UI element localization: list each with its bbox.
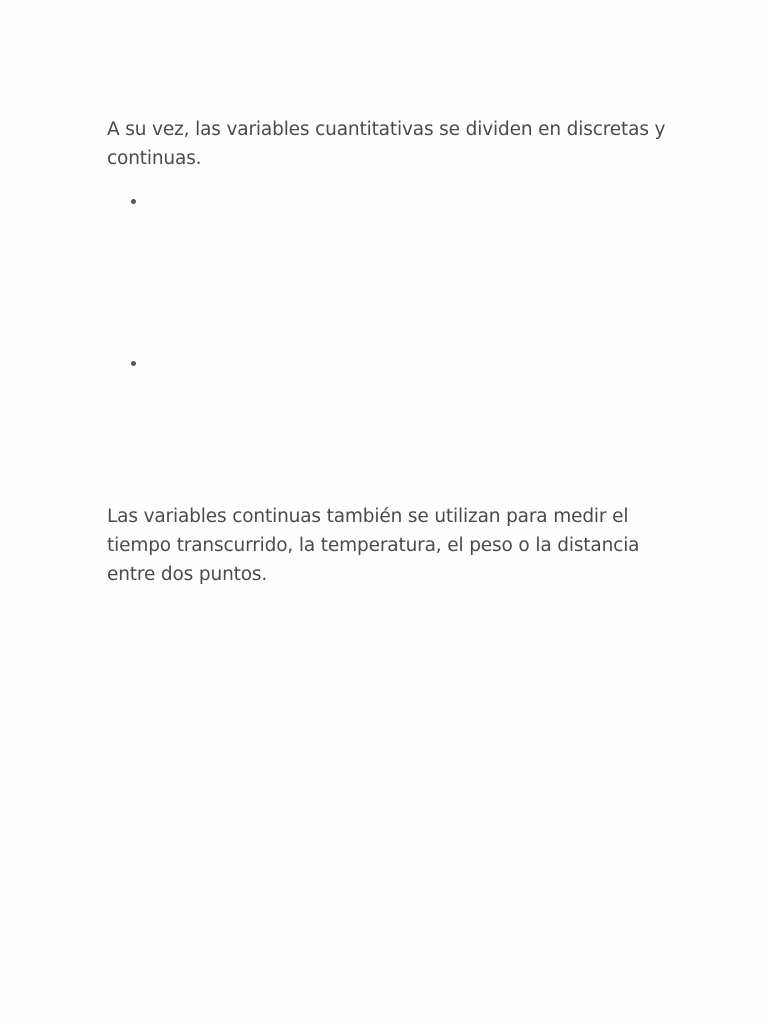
list-item — [129, 353, 139, 373]
bullet-icon — [131, 361, 136, 366]
bullet-icon — [131, 199, 136, 204]
list-item — [129, 191, 139, 211]
paragraph-intro: A su vez, las variables cuantitativas se dividen en discretas y continuas. — [107, 119, 666, 169]
paragraph-continuous-variables: Las variables continuas también se utilizan para medir el tiempo transcurrido, la temperatura, el peso o la distancia entre dos puntos. — [107, 506, 640, 585]
